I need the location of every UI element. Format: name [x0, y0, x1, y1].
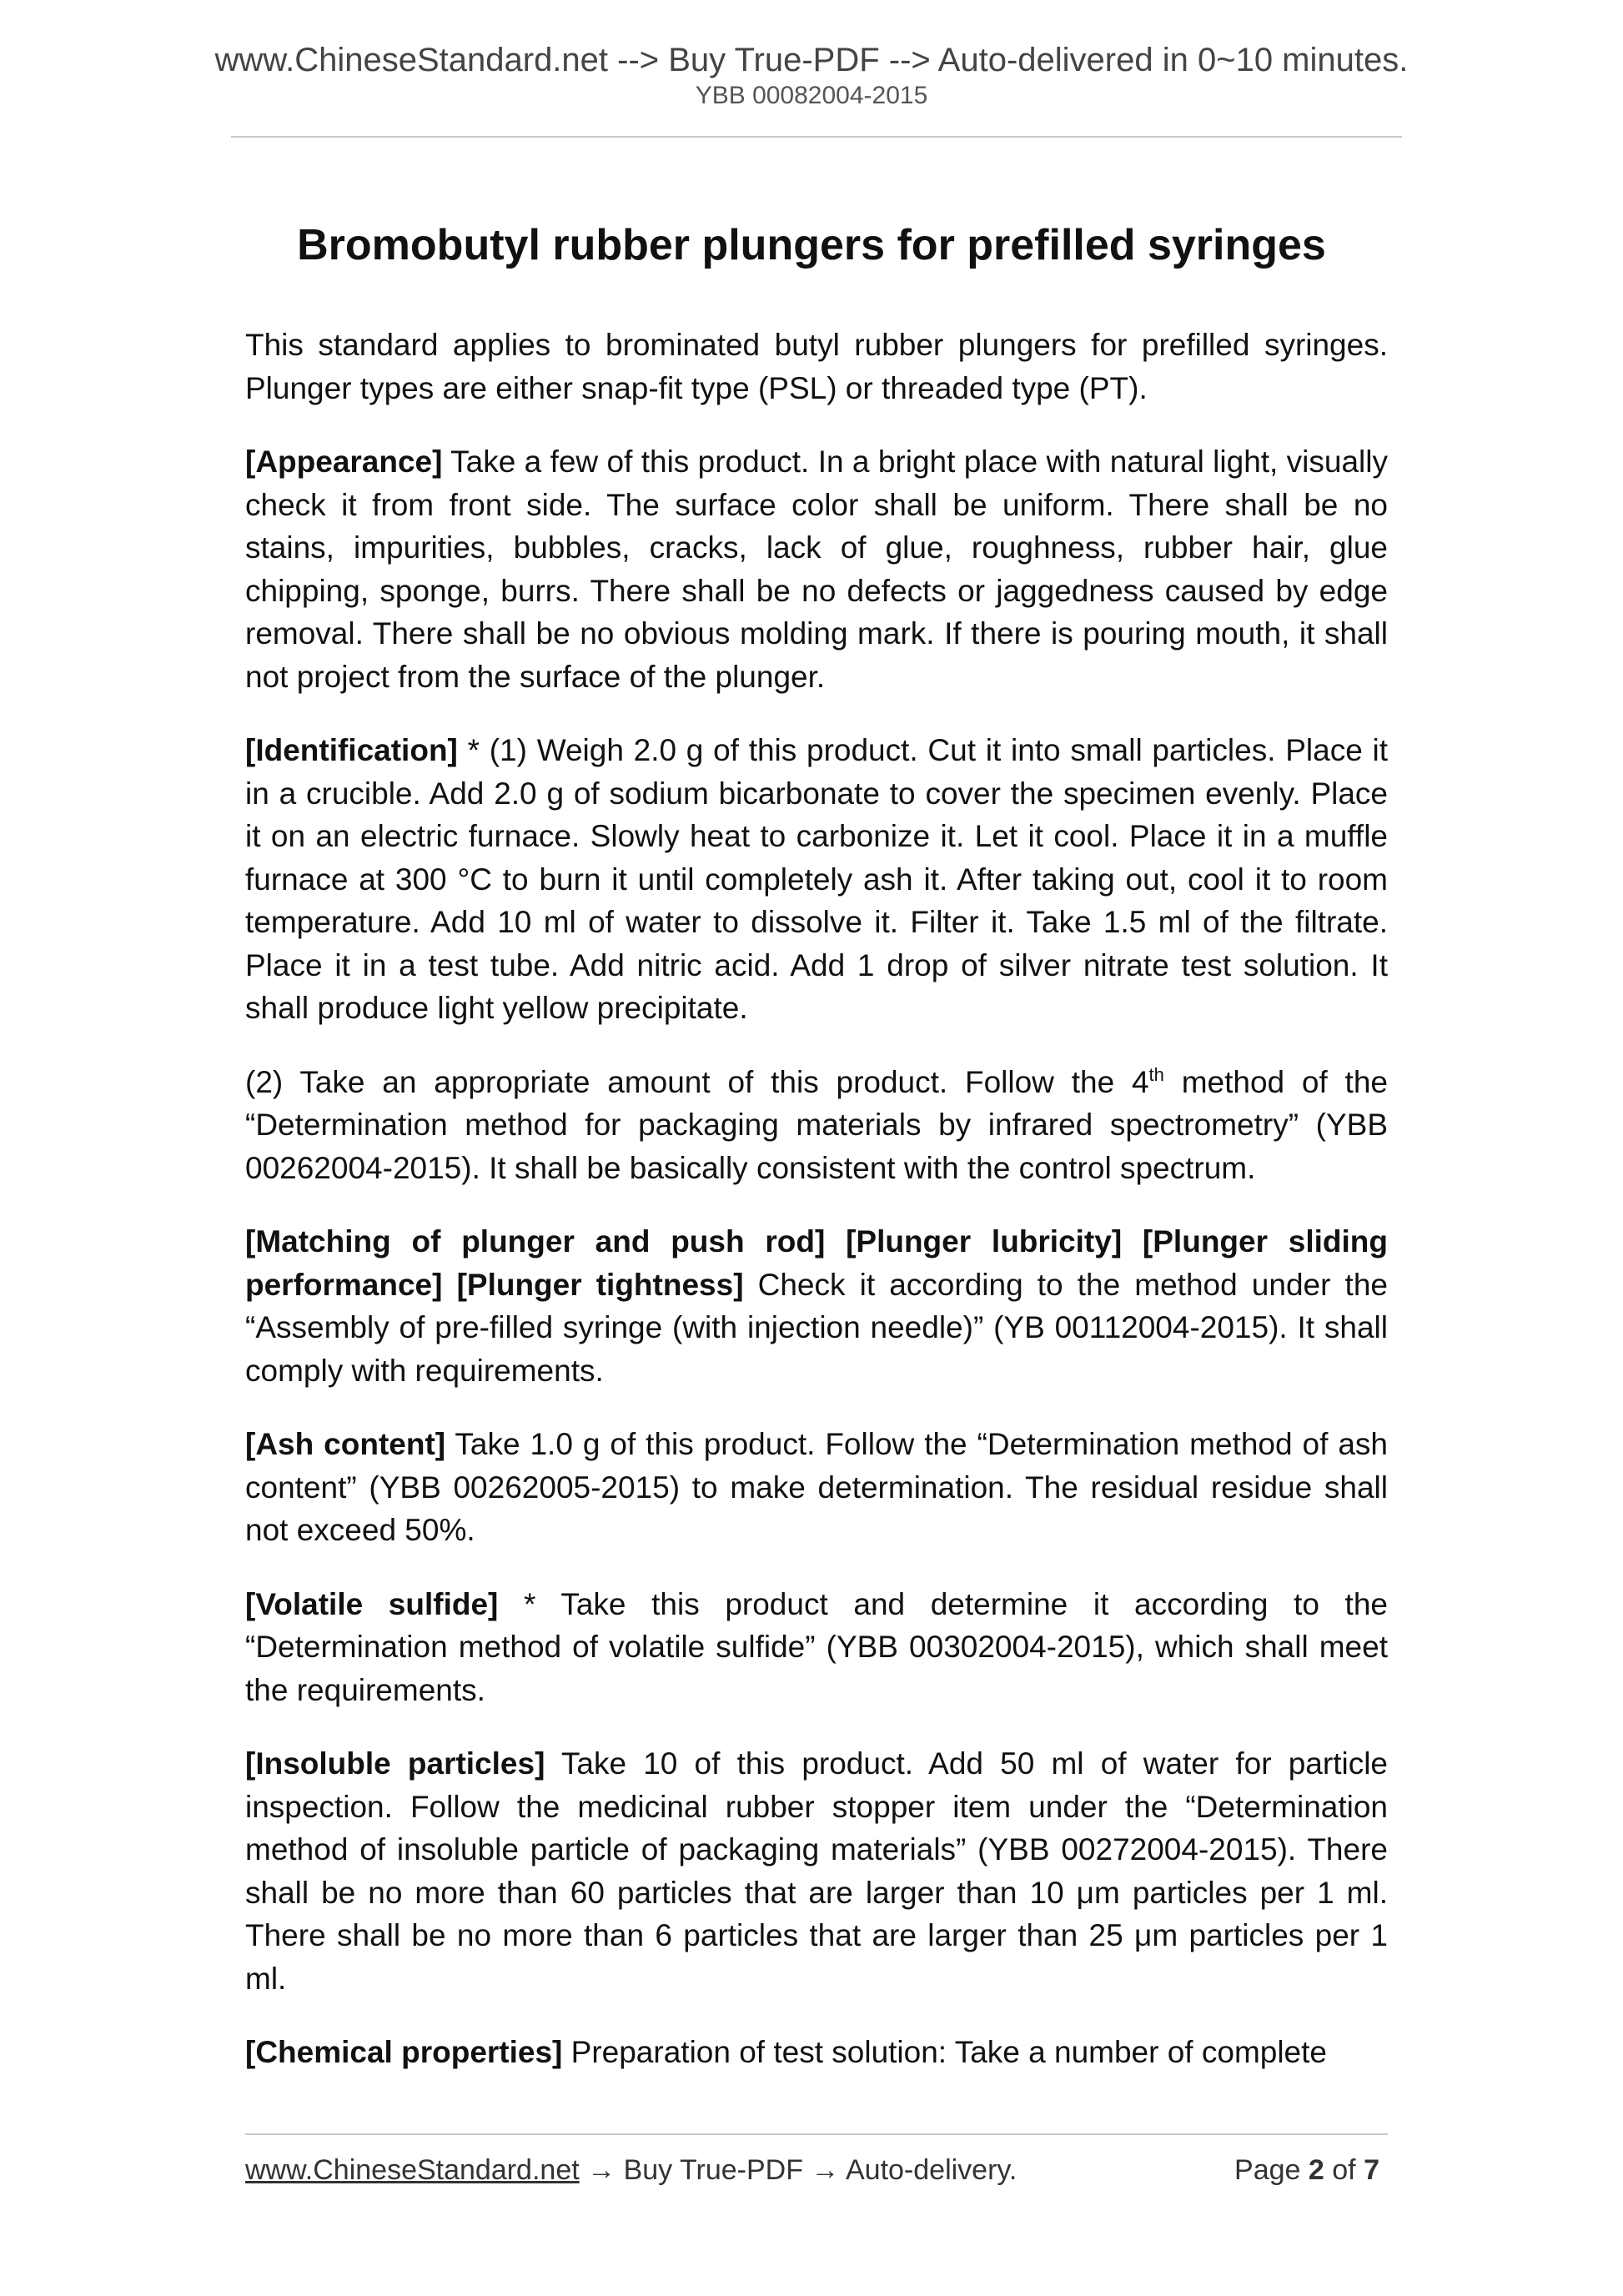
total-pages: 7: [1364, 2154, 1379, 2186]
ash-text: Take 1.0 g of this product. Follow the “Determination method of ash content” (YBB 00262005-2015) to make determination. The residual residue shall not exceed 50%.: [245, 1427, 1388, 1547]
ash-heading: [Ash content]: [245, 1427, 446, 1461]
page-number: 2: [1308, 2154, 1324, 2186]
appearance-text: Take a few of this product. In a bright place with natural light, visually check it from front side. The surface color shall be uniform. There shall be no stains, impurities, bubbles, cracks, lack of glue, roughness, rubber hair, glue chipping, sponge, burrs. There shall be no defects or jaggedness caused by edge removal. There shall be no obvious molding mark. If there is pouring mouth, it shall not project from the surface of the plunger.: [245, 445, 1388, 694]
ordinal-superscript: th: [1148, 1063, 1164, 1085]
site-banner: www.ChineseStandard.net --> Buy True-PDF --> Auto-delivered in 0~10 minutes.: [214, 42, 1409, 78]
identification-text-1: * (1) Weigh 2.0 g of this product. Cut it into small particles. Place it in a crucible. Add 2.0 g of sodium bicarbonate to cover the specimen evenly. Place it on an electric furnace. Slowly heat to carbonize it. Let it cool. Place it in a muffle furnace at 300 °C to burn it until completely ash it. After taking out, cool it to room temperature. Add 10 ml of water to dissolve it. Filter it. Take 1.5 ml of the filtrate. Place it in a test tube. Add nitric acid. Add 1 drop of silver nitrate test solution. It shall produce light yellow precipitate.: [245, 733, 1388, 1025]
identification-text-2a: (2) Take an appropriate amount of this product. Follow the 4: [245, 1064, 1149, 1099]
matching-paragraph: [245, 1220, 1388, 1392]
footer-tagline: → Buy True-PDF → Auto-delivery.: [579, 2154, 1018, 2186]
page-indicator: [1234, 2153, 1379, 2188]
volatile-text: * Take this product and determine it according to the “Determination method of volatile sulfide” (YBB 00302004-2015), which shall meet the requirements.: [245, 1586, 1388, 1707]
insoluble-text: Take 10 of this product. Add 50 ml of water for particle inspection. Follow the medicinal rubber stopper item under the “Determination method of insoluble particle of packaging materials” (YBB 00272004-2015). There shall be no more than 60 particles that are larger than 10 μm particles per 1 ml. There shall be no more than 6 particles that are larger than 25 μm particles per 1 ml.: [245, 1746, 1388, 1996]
footer-divider: [245, 2133, 1388, 2135]
identification-text-2b: method of the “Determination method for packaging materials by infrared spectrometry” (YBB 00262004-2015). It shall be basically consistent with the control spectrum.: [245, 1064, 1388, 1185]
header-divider: [231, 136, 1402, 138]
matching-text: Check it according to the method under the “Assembly of pre-filled syringe (with injection needle)” (YB 00112004-2015). It shall comply with requirements.: [245, 1267, 1388, 1388]
identification-heading: [Identification]: [245, 733, 458, 767]
appearance-heading: [Appearance]: [245, 445, 443, 479]
chemical-paragraph: [245, 2031, 1388, 2074]
insoluble-heading: [Insoluble particles]: [245, 1746, 545, 1781]
footer-site-link[interactable]: www.ChineseStandard.net: [245, 2154, 580, 2186]
volatile-paragraph: [245, 1583, 1388, 1712]
identification-paragraph-1: [245, 729, 1388, 1030]
identification-paragraph-2: [245, 1061, 1388, 1190]
document-title: Bromobutyl rubber plungers for prefilled syringes: [297, 220, 1326, 269]
page-label: Page: [1234, 2154, 1301, 2186]
volatile-heading: [Volatile sulfide]: [245, 1586, 499, 1621]
insoluble-paragraph: [245, 1742, 1388, 2000]
document-body: [245, 324, 1388, 2105]
page-footer: [245, 2153, 1388, 2188]
intro-paragraph: This standard applies to brominated butyl rubber plungers for prefilled syringes. Plunger types are either snap-fit type (PSL) or threaded type (PT).: [245, 328, 1388, 405]
matching-heading: [Matching of plunger and push rod] [Plunger lubricity] [Plunger sliding performance] [Plunger tightness]: [245, 1224, 1388, 1302]
chemical-text: Preparation of test solution: Take a number of complete: [562, 2035, 1327, 2069]
chemical-heading: [Chemical properties]: [245, 2035, 563, 2069]
ash-paragraph: [245, 1423, 1388, 1552]
of-label: of: [1332, 2154, 1356, 2186]
standard-code: YBB 00082004-2015: [695, 82, 928, 109]
appearance-paragraph: [245, 440, 1388, 698]
